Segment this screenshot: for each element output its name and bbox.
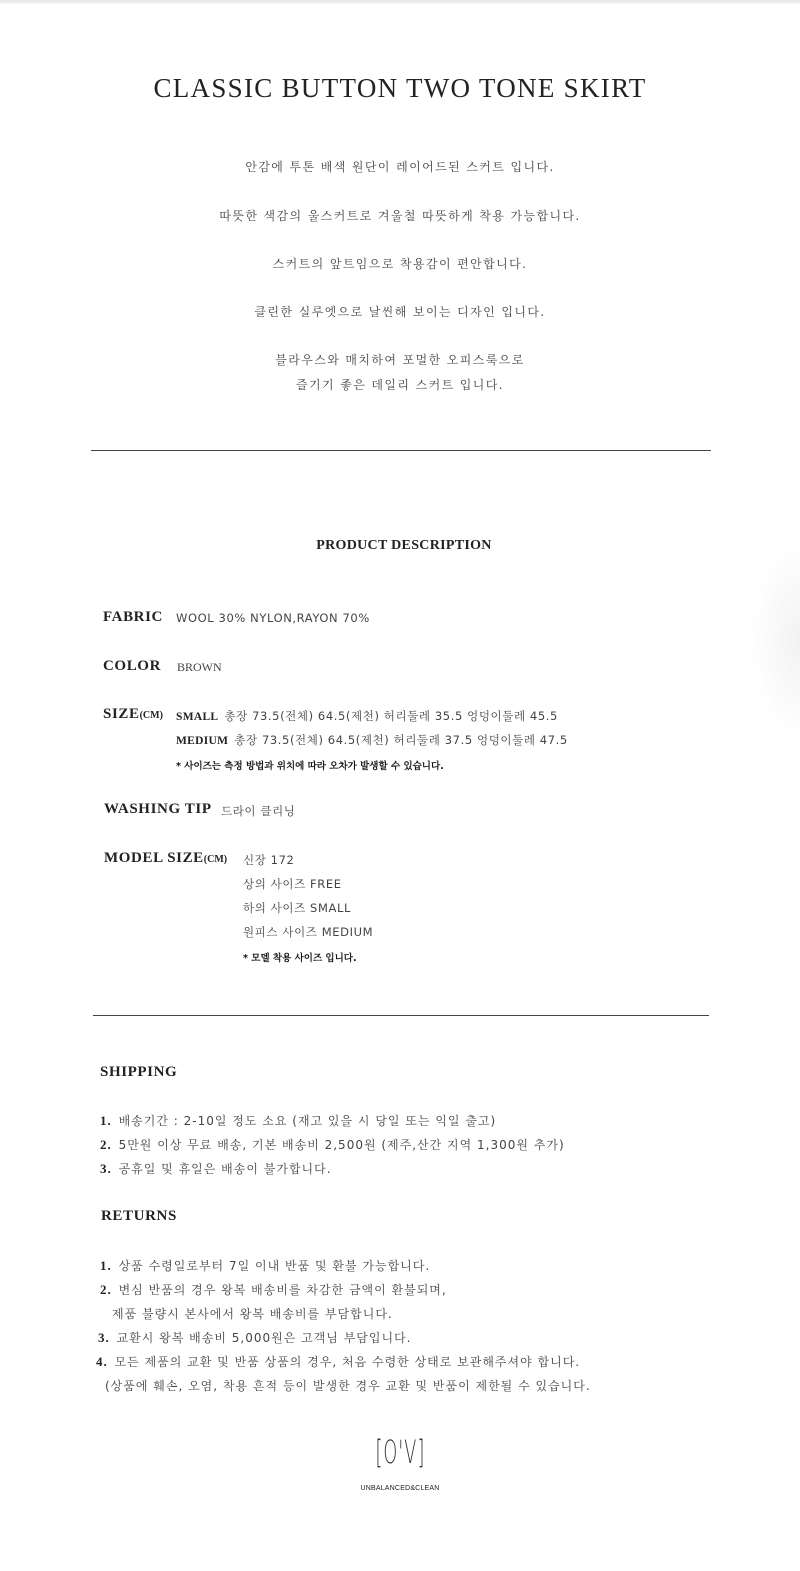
returns-item [105,1377,591,1394]
intro-line: 클린한 실루엣으로 날씬해 보이는 디자인 입니다. [254,305,546,319]
model-size-unit: (CM) [203,854,228,865]
size-row-medium [176,732,568,748]
returns-heading: RETURNS [101,1208,177,1224]
product-title: CLASSIC BUTTON TWO TONE SKIRT [153,73,647,103]
item-number: 4. [96,1354,108,1369]
model-size-label-text: MODEL SIZE [104,850,204,866]
returns-item [96,1353,580,1370]
edge-shadow [750,540,800,740]
item-text: (상품에 훼손, 오염, 착용 흔적 등이 발생한 경우 교환 및 반품이 제한될 수 있습니다. [105,1379,591,1393]
model-size-label [104,850,227,867]
section-divider [91,450,711,451]
brand-name: UNBALANCED&CLEAN [360,1485,440,1492]
item-number: 1. [100,1258,112,1273]
size-detail: 총장 73.5(전체) 64.5(제천) 허리둘레 35.5 엉덩이둘레 45.5 [224,709,558,723]
returns-item [112,1305,393,1322]
item-number: 1. [100,1113,112,1128]
item-text: 배송기간 : 2-10일 정도 소요 (재고 있을 시 당일 또는 익일 출고) [118,1114,497,1128]
item-text: 상품 수령일로부터 7일 이내 반품 및 환불 가능합니다. [118,1259,431,1273]
size-name: SMALL [176,711,219,723]
item-text: 5만원 이상 무료 배송, 기본 배송비 2,500원 (제주,산간 지역 1,300원 추가) [118,1138,565,1152]
item-text: 모든 제품의 교환 및 반품 상품의 경우, 처음 수령한 상태로 보관해주셔야 합니다. [114,1355,581,1369]
returns-item [100,1257,430,1274]
section-divider [93,1015,709,1016]
model-size-line: 원피스 사이즈 MEDIUM [243,925,374,939]
color-label: COLOR [103,658,162,674]
washing-tip-value: 드라이 클리닝 [221,804,296,818]
intro-line: 스커트의 앞트임으로 착용감이 편안합니다. [272,257,528,271]
item-number: 3. [98,1330,110,1345]
item-text: 공휴일 및 휴일은 배송이 불가합니다. [118,1162,332,1176]
model-size-line: 하의 사이즈 SMALL [243,901,351,915]
intro-line: 블라우스와 매치하여 포멀한 오피스룩으로 [275,353,525,367]
intro-line: 따뜻한 색감의 울스커트로 겨울철 따뜻하게 착용 가능합니다. [219,209,581,223]
fabric-value: WOOL 30% NYLON,RAYON 70% [176,611,370,625]
intro-line: 즐기기 좋은 데일리 스커트 입니다. [296,378,504,392]
product-description-heading: PRODUCT DESCRIPTION [316,538,492,553]
size-detail: 총장 73.5(전체) 64.5(제천) 허리둘레 37.5 엉덩이둘레 47.5 [234,733,568,747]
item-number: 2. [100,1137,112,1152]
brand-mark: [O'V] [375,1433,425,1471]
size-label [103,706,163,723]
color-value: BROWN [177,660,222,674]
shipping-heading: SHIPPING [100,1064,178,1080]
model-size-note: * 모델 착용 사이즈 입니다. [243,953,357,964]
fabric-label: FABRIC [103,609,163,625]
returns-item [100,1281,447,1298]
item-number: 3. [100,1161,112,1176]
size-unit: (CM) [139,710,163,721]
size-label-text: SIZE [103,706,140,722]
washing-tip-label: WASHING TIP [104,801,212,817]
returns-item [98,1329,411,1346]
shipping-item [100,1136,565,1153]
size-row-small [176,708,558,724]
item-number: 2. [100,1282,112,1297]
item-text: 교환시 왕복 배송비 5,000원은 고객님 부담입니다. [116,1331,412,1345]
intro-line: 안감에 투톤 배색 원단이 레이어드된 스커트 입니다. [245,160,555,174]
shipping-item [100,1160,332,1177]
model-size-line: 상의 사이즈 FREE [243,877,342,891]
item-text: 제품 불량시 본사에서 왕복 배송비를 부담합니다. [112,1307,393,1321]
shipping-item [100,1112,496,1129]
size-note: * 사이즈는 측정 방법과 위치에 따라 오차가 발생할 수 있습니다. [176,761,444,772]
size-name: MEDIUM [176,735,229,747]
item-text: 변심 반품의 경우 왕복 배송비를 차감한 금액이 환불되며, [118,1283,447,1297]
brand-logo [0,1433,800,1471]
top-divider-strip [0,0,800,4]
model-size-line: 신장 172 [243,853,295,867]
